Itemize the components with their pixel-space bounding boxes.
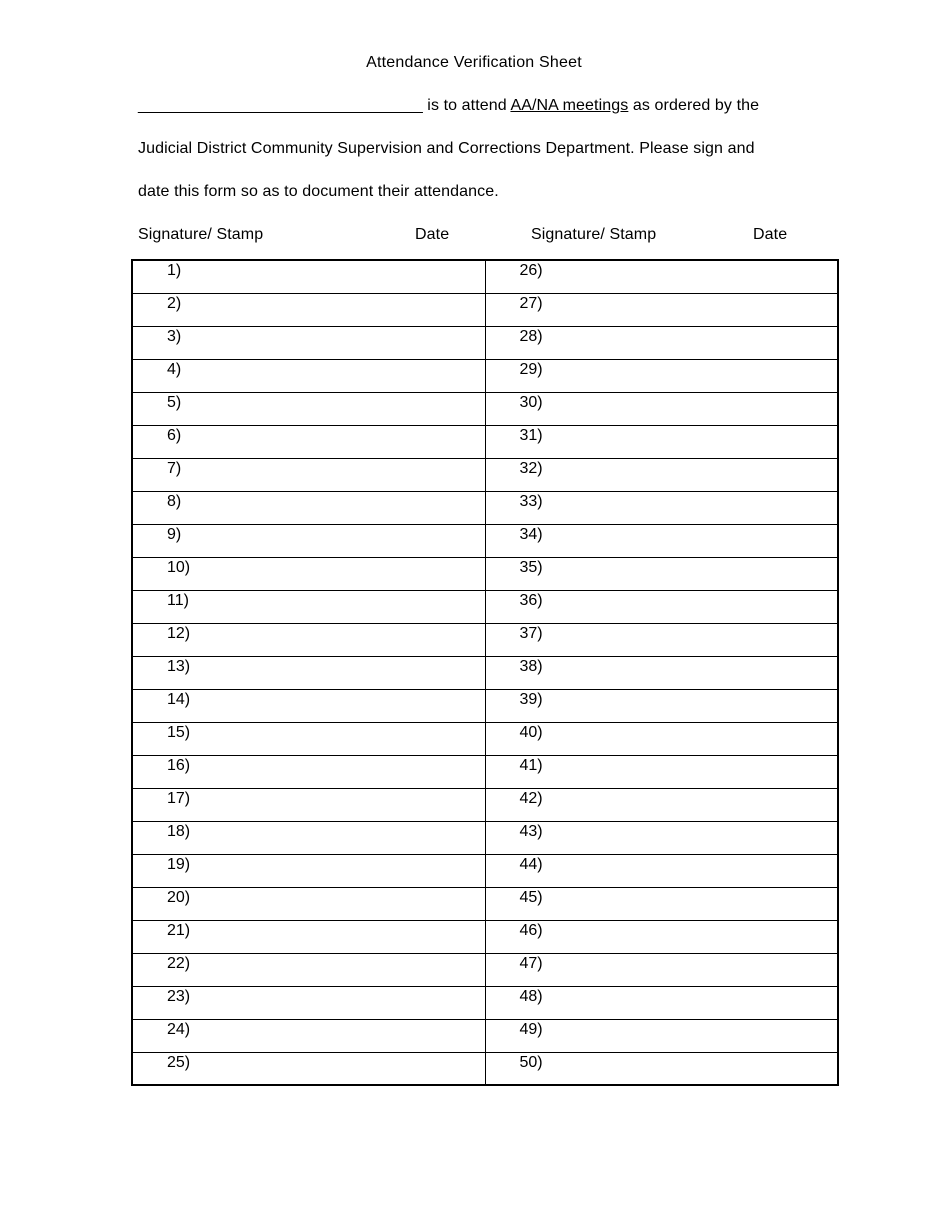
row-number: 3) [167, 327, 182, 345]
row-number: 29) [519, 360, 543, 378]
signature-date-cell-right [485, 986, 838, 1019]
signature-date-cell-left [132, 689, 485, 722]
signature-date-cell-right [485, 293, 838, 326]
row-number: 5) [167, 393, 182, 411]
signature-date-cell-right [485, 392, 838, 425]
table-row [132, 491, 838, 524]
row-number: 35) [519, 558, 543, 576]
table-row [132, 755, 838, 788]
row-number: 2) [167, 294, 182, 312]
signature-date-cell-left [132, 524, 485, 557]
signature-date-cell-left [132, 788, 485, 821]
row-number: 4) [167, 360, 182, 378]
signature-date-cell-left [132, 458, 485, 491]
table-row [132, 821, 838, 854]
signature-date-cell-right [485, 788, 838, 821]
signature-date-cell-right [485, 1019, 838, 1052]
row-number: 18) [167, 822, 191, 840]
row-number: 15) [167, 723, 191, 741]
row-number: 47) [519, 954, 543, 972]
row-number: 13) [167, 657, 191, 675]
signature-date-cell-left [132, 392, 485, 425]
row-number: 33) [519, 492, 543, 510]
table-row [132, 293, 838, 326]
table-row [132, 590, 838, 623]
row-number: 8) [167, 492, 182, 510]
table-row [132, 524, 838, 557]
row-number: 14) [167, 690, 191, 708]
signature-date-cell-left [132, 854, 485, 887]
table-row [132, 425, 838, 458]
row-number: 45) [519, 888, 543, 906]
signature-date-cell-left [132, 260, 485, 293]
intro-line-3: date this form so as to document their attendance. [138, 183, 499, 200]
table-row [132, 656, 838, 689]
row-number: 31) [519, 426, 543, 444]
table-row [132, 854, 838, 887]
intro-text-after-underline: as ordered by the [628, 97, 760, 114]
attendance-table-body [132, 260, 838, 1085]
intro-line-2: Judicial District Community Supervision and Corrections Department. Please sign and [138, 140, 755, 157]
row-number: 38) [519, 657, 543, 675]
table-row [132, 1052, 838, 1085]
column-headers-row [0, 225, 950, 247]
row-number: 37) [519, 624, 543, 642]
row-number: 6) [167, 426, 182, 444]
row-number: 46) [519, 921, 543, 939]
signature-date-cell-right [485, 722, 838, 755]
signature-date-cell-right [485, 854, 838, 887]
row-number: 32) [519, 459, 543, 477]
row-number: 26) [519, 262, 543, 279]
signature-date-cell-left [132, 887, 485, 920]
page-title: Attendance Verification Sheet [366, 54, 582, 71]
row-number: 11) [167, 591, 189, 609]
row-number: 16) [167, 756, 191, 774]
table-row [132, 689, 838, 722]
signature-date-cell-right [485, 689, 838, 722]
signature-date-cell-left [132, 821, 485, 854]
signature-date-cell-right [485, 821, 838, 854]
table-row [132, 953, 838, 986]
signature-date-cell-right [485, 425, 838, 458]
table-row [132, 458, 838, 491]
row-number: 48) [519, 987, 543, 1005]
name-blank-line: ________________________________ [138, 97, 423, 114]
row-number: 50) [519, 1053, 543, 1071]
signature-date-cell-left [132, 425, 485, 458]
row-number: 43) [519, 822, 543, 840]
signature-date-cell-right [485, 1052, 838, 1085]
column-header-date-left: Date [415, 226, 450, 243]
row-number: 34) [519, 525, 543, 543]
row-number: 44) [519, 855, 543, 873]
signature-date-cell-left [132, 1052, 485, 1085]
signature-date-cell-right [485, 359, 838, 392]
signature-date-cell-left [132, 590, 485, 623]
row-number: 17) [167, 789, 191, 807]
row-number: 9) [167, 525, 182, 543]
table-row [132, 326, 838, 359]
signature-date-cell-left [132, 986, 485, 1019]
row-number: 28) [519, 327, 543, 345]
table-row [132, 920, 838, 953]
signature-date-cell-left [132, 755, 485, 788]
row-number: 49) [519, 1020, 543, 1038]
row-number: 42) [519, 789, 543, 807]
row-number: 10) [167, 558, 191, 576]
signature-date-cell-right [485, 260, 838, 293]
table-row [132, 722, 838, 755]
signature-date-cell-right [485, 953, 838, 986]
signature-date-cell-left [132, 359, 485, 392]
row-number: 19) [167, 855, 191, 873]
row-number: 25) [167, 1053, 191, 1071]
row-number: 39) [519, 690, 543, 708]
signature-date-cell-left [132, 656, 485, 689]
row-number: 27) [519, 294, 543, 312]
signature-date-cell-left [132, 953, 485, 986]
row-number: 30) [519, 393, 543, 411]
row-number: 20) [167, 888, 191, 906]
signature-date-cell-right [485, 920, 838, 953]
signature-date-cell-right [485, 887, 838, 920]
signature-date-cell-left [132, 293, 485, 326]
signature-date-cell-left [132, 1019, 485, 1052]
table-row [132, 1019, 838, 1052]
table-row [132, 260, 838, 293]
row-number: 22) [167, 954, 191, 972]
table-row [132, 887, 838, 920]
signature-date-cell-left [132, 491, 485, 524]
signature-date-cell-right [485, 524, 838, 557]
signature-date-cell-right [485, 755, 838, 788]
row-number: 40) [519, 723, 543, 741]
aa-na-meetings-underlined-text: AA/NA meetings [510, 97, 629, 114]
table-row [132, 986, 838, 1019]
signature-date-cell-right [485, 656, 838, 689]
signature-date-cell-right [485, 458, 838, 491]
signature-date-cell-left [132, 920, 485, 953]
row-number: 24) [167, 1020, 191, 1038]
signature-date-cell-left [132, 722, 485, 755]
table-row [132, 788, 838, 821]
row-number: 7) [167, 459, 182, 477]
intro-line-1 [138, 96, 759, 116]
signature-date-cell-right [485, 326, 838, 359]
column-header-signature-left: Signature/ Stamp [138, 226, 264, 243]
row-number: 12) [167, 624, 191, 642]
row-number: 21) [167, 921, 191, 939]
table-row [132, 392, 838, 425]
intro-text-before-underline: is to attend [422, 97, 511, 114]
row-number: 36) [519, 591, 543, 609]
signature-date-cell-right [485, 590, 838, 623]
signature-date-cell-left [132, 557, 485, 590]
signature-date-cell-left [132, 623, 485, 656]
column-header-signature-right: Signature/ Stamp [531, 226, 657, 243]
row-number: 23) [167, 987, 191, 1005]
row-number: 1) [167, 262, 182, 279]
row-number: 41) [519, 756, 543, 774]
attendance-table [131, 259, 839, 1086]
column-header-date-right: Date [753, 226, 788, 243]
table-row [132, 623, 838, 656]
signature-date-cell-right [485, 557, 838, 590]
signature-date-cell-left [132, 326, 485, 359]
table-row [132, 557, 838, 590]
signature-date-cell-right [485, 623, 838, 656]
table-row [132, 359, 838, 392]
signature-date-cell-right [485, 491, 838, 524]
